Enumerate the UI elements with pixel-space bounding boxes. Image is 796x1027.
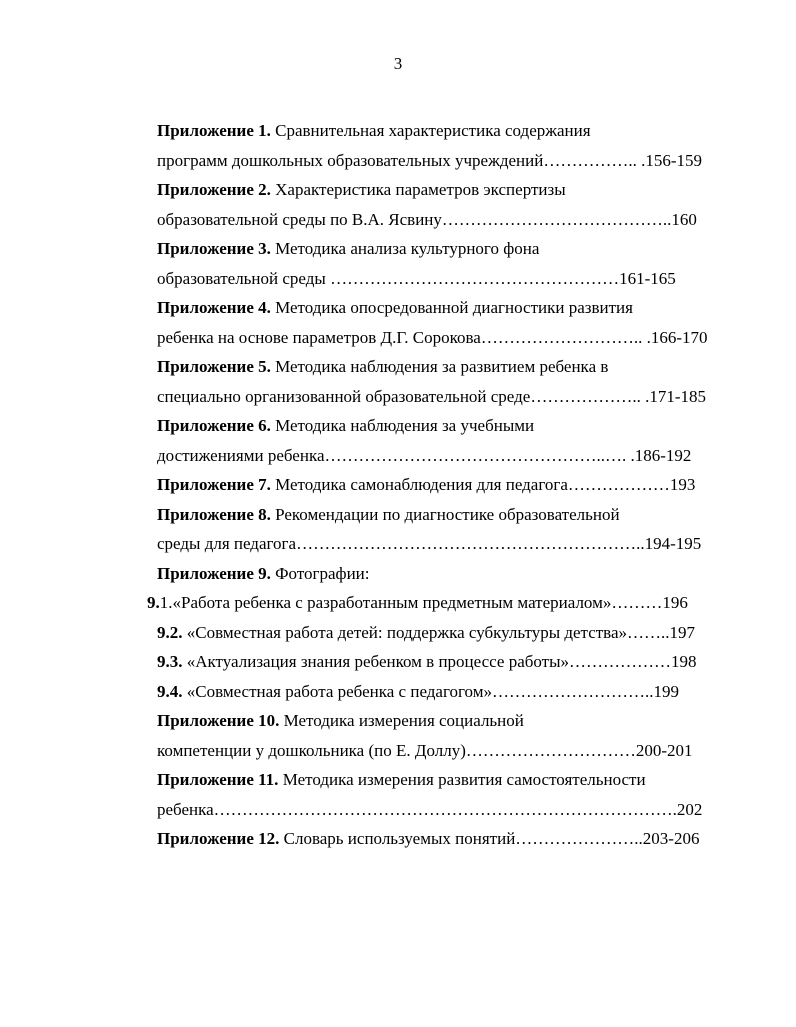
toc-text: «Актуализация знания ребенком в процессе работы»………………198 <box>182 652 697 671</box>
toc-line <box>157 411 710 441</box>
toc-label: Приложение 7. <box>157 475 271 494</box>
toc-line <box>157 441 710 471</box>
toc-label: Приложение 6. <box>157 416 271 435</box>
toc-label: Приложение 2. <box>157 180 271 199</box>
toc-line <box>157 470 710 500</box>
toc-text: ребенка……………………………………………………………………….202 <box>157 799 703 819</box>
toc-label: Приложение 1. <box>157 121 271 140</box>
toc-line <box>157 175 710 205</box>
toc-label: 9. <box>147 593 160 612</box>
toc-label: Приложение 8. <box>157 504 271 524</box>
toc-line <box>157 352 710 382</box>
toc-label: Приложение 4. <box>157 298 271 317</box>
toc-label: Приложение 3. <box>157 239 271 258</box>
toc-text: ребенка на основе параметров Д.Г. Сорокова……………………….. .166-170 <box>157 327 708 347</box>
toc-line <box>157 647 710 677</box>
toc-line <box>157 116 710 146</box>
toc-text: Методика измерения социальной <box>279 711 524 730</box>
toc-text: Словарь используемых понятий…………………..203-206 <box>279 829 700 848</box>
toc-label: 9.3. <box>157 652 183 671</box>
toc-text: образовательной среды по В.А. Ясвину…………………………………..160 <box>157 209 697 229</box>
toc-line <box>157 500 710 530</box>
table-of-contents <box>147 116 710 854</box>
toc-text: Методика наблюдения за развитием ребенка в <box>270 357 609 376</box>
page-number: 3 <box>393 54 403 73</box>
toc-text: Методика наблюдения за учебными <box>270 416 535 435</box>
toc-text: Фотографии: <box>270 563 370 583</box>
toc-line <box>157 736 710 766</box>
toc-line <box>157 205 710 235</box>
toc-text: Методика самонаблюдения для педагога………………193 <box>270 475 696 494</box>
toc-text: достижениями ребенка…………………………………………..…. .186-192 <box>157 445 692 465</box>
toc-line <box>157 264 710 294</box>
toc-line <box>157 234 710 264</box>
toc-text: «Совместная работа ребенка с педагогом»………………………..199 <box>182 681 679 701</box>
toc-line <box>157 559 710 589</box>
toc-text: среды для педагога……………………………………………………..194-195 <box>157 534 702 553</box>
toc-line <box>157 824 710 854</box>
toc-line <box>157 382 710 412</box>
toc-line <box>157 146 710 176</box>
toc-text: Характеристика параметров экспертизы <box>270 180 566 199</box>
toc-line <box>157 765 710 795</box>
toc-label: 9.2. <box>157 622 183 642</box>
toc-label: Приложение 5. <box>157 357 271 376</box>
toc-text: 1.«Работа ребенка с разработанным предметным материалом»………196 <box>159 593 688 612</box>
toc-label: Приложение 12. <box>157 829 280 848</box>
toc-text: программ дошкольных образовательных учреждений…………….. .156-159 <box>157 150 702 170</box>
toc-label: 9.4. <box>157 681 183 701</box>
toc-line <box>157 293 710 323</box>
toc-line <box>157 529 710 559</box>
toc-label: Приложение 11. <box>157 770 279 789</box>
toc-text: образовательной среды ……………………………………………161-165 <box>157 268 676 288</box>
toc-text: Рекомендации по диагностике образовательной <box>270 504 620 524</box>
toc-label: Приложение 9. <box>157 563 271 583</box>
toc-line <box>147 588 710 618</box>
toc-line <box>157 795 710 825</box>
toc-text: специально организованной образовательной среде……………….. .171-185 <box>157 386 706 406</box>
toc-line <box>157 706 710 736</box>
toc-text: компетенции у дошкольника (по Е. Доллу)…………………………200-201 <box>157 740 693 760</box>
toc-text: Методика измерения развития самостоятельности <box>278 770 646 789</box>
toc-label: Приложение 10. <box>157 711 280 730</box>
toc-text: Методика опосредованной диагностики развития <box>270 298 633 317</box>
toc-line <box>157 677 710 707</box>
toc-line <box>157 618 710 648</box>
toc-text: Сравнительная характеристика содержания <box>270 121 591 140</box>
toc-line <box>157 323 710 353</box>
toc-text: Методика анализа культурного фона <box>270 239 540 258</box>
toc-text: «Совместная работа детей: поддержка субкультуры детства»……..197 <box>182 622 696 642</box>
